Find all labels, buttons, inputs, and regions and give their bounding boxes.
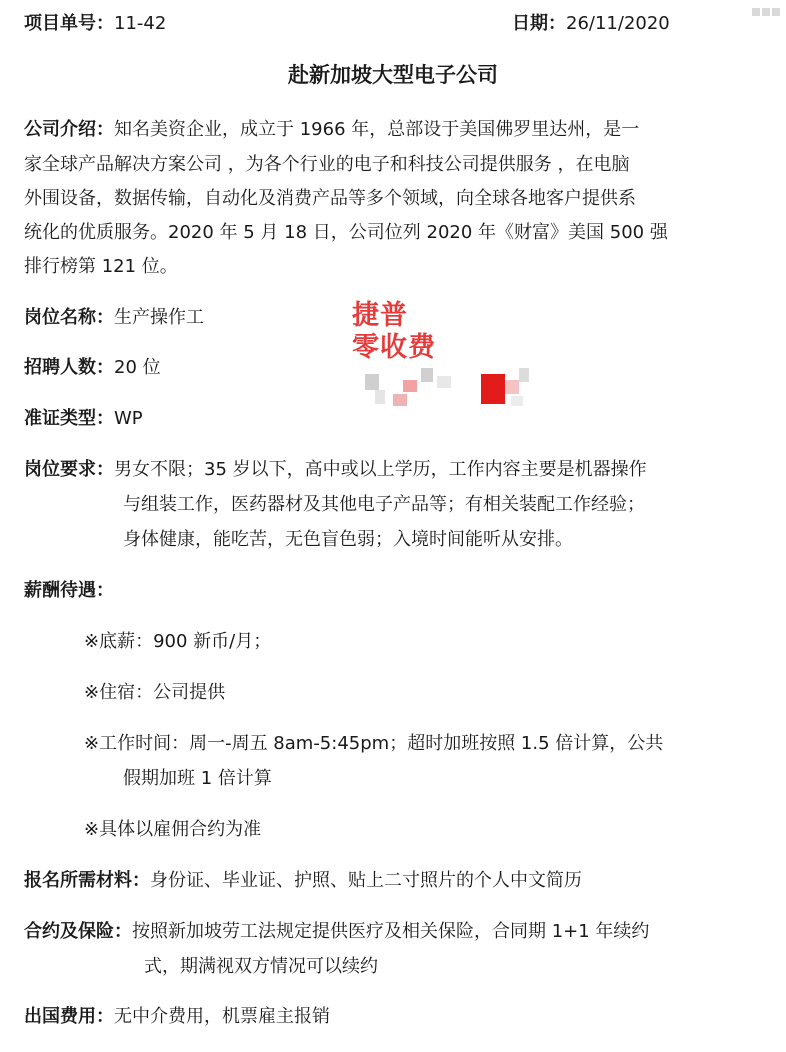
project-number-label: 项目单号：: [24, 13, 114, 34]
company-intro-line-5: 排行榜第 121 位。: [24, 256, 178, 277]
requirements-line-3: 身体健康，能吃苦，无色盲色弱；入境时间能听从安排。: [123, 529, 573, 550]
position-value: 生产操作工: [114, 307, 204, 328]
headcount-label: 招聘人数：: [24, 357, 114, 378]
company-intro-line-3: 外围设备，数据传输，自动化及消费产品等多个领域，向全球各地客户提供系: [24, 188, 636, 209]
materials-value: 身份证、毕业证、护照、贴上二寸照片的个人中文简历: [150, 870, 582, 891]
contract-line-1: [24, 921, 649, 943]
salary-base: ※底薪：900 新币/月；: [84, 631, 272, 652]
headcount-value: 20 位: [114, 357, 161, 378]
fees-value: 无中介费用，机票雇主报销: [114, 1006, 330, 1027]
blurred-mosaic: [365, 368, 535, 412]
salary-housing: ※住宿：公司提供: [84, 682, 226, 703]
project-number: [24, 9, 166, 35]
position-row: [24, 307, 204, 329]
stamp-line-1: 捷普: [352, 300, 408, 331]
headcount-row: [24, 357, 161, 379]
document-date: [512, 9, 670, 35]
corner-decoration: [750, 0, 786, 10]
company-intro-line-4: 统化的优质服务。2020 年 5 月 18 日，公司位列 2020 年《财富》美国 500 强: [24, 222, 668, 243]
requirements-line-2: 与组装工作，医药器材及其他电子产品等；有相关装配工作经验；: [123, 494, 645, 515]
salary-label: 薪酬待遇：: [24, 580, 114, 601]
materials-label: 报名所需材料：: [24, 870, 150, 891]
company-intro-line-2: 家全球产品解决方案公司 ，为各个行业的电子和科技公司提供服务 ，在电脑: [24, 154, 630, 175]
fees-row: [24, 1006, 330, 1028]
company-intro-line-1: [24, 119, 639, 141]
project-number-value: 11-42: [114, 13, 167, 34]
requirements-label: 岗位要求：: [24, 459, 114, 480]
salary-note: ※具体以雇佣合约为准: [84, 819, 262, 840]
document-title: 赴新加坡大型电子公司: [288, 63, 498, 87]
permit-value: WP: [114, 408, 143, 429]
stamp-line-2: 零收费: [352, 332, 436, 363]
permit-row: [24, 408, 143, 430]
date-label: 日期：: [512, 13, 566, 34]
position-label: 岗位名称：: [24, 307, 114, 328]
salary-hours-line-1: ※工作时间：周一-周五 8am-5:45pm；超时加班按照 1.5 倍计算，公共: [84, 733, 664, 754]
company-intro-label: 公司介绍：: [24, 119, 114, 140]
company-intro-text: 知名美资企业，成立于 1966 年，总部设于美国佛罗里达州，是一: [114, 119, 640, 140]
contract-line-2: 式，期满视双方情况可以续约: [144, 956, 378, 977]
date-value: 26/11/2020: [566, 13, 670, 34]
stamp-overlay: [352, 300, 436, 364]
requirements-text: 男女不限；35 岁以下，高中或以上学历，工作内容主要是机器操作: [114, 459, 647, 480]
permit-label: 准证类型：: [24, 408, 114, 429]
requirements-line-1: [24, 459, 647, 481]
materials-row: [24, 870, 582, 892]
fees-label: 出国费用：: [24, 1006, 114, 1027]
contract-label: 合约及保险：: [24, 921, 132, 942]
contract-text: 按照新加坡劳工法规定提供医疗及相关保险，合同期 1+1 年续约: [132, 921, 650, 942]
salary-heading: [24, 580, 114, 602]
salary-hours-line-2: 假期加班 1 倍计算: [123, 768, 272, 789]
